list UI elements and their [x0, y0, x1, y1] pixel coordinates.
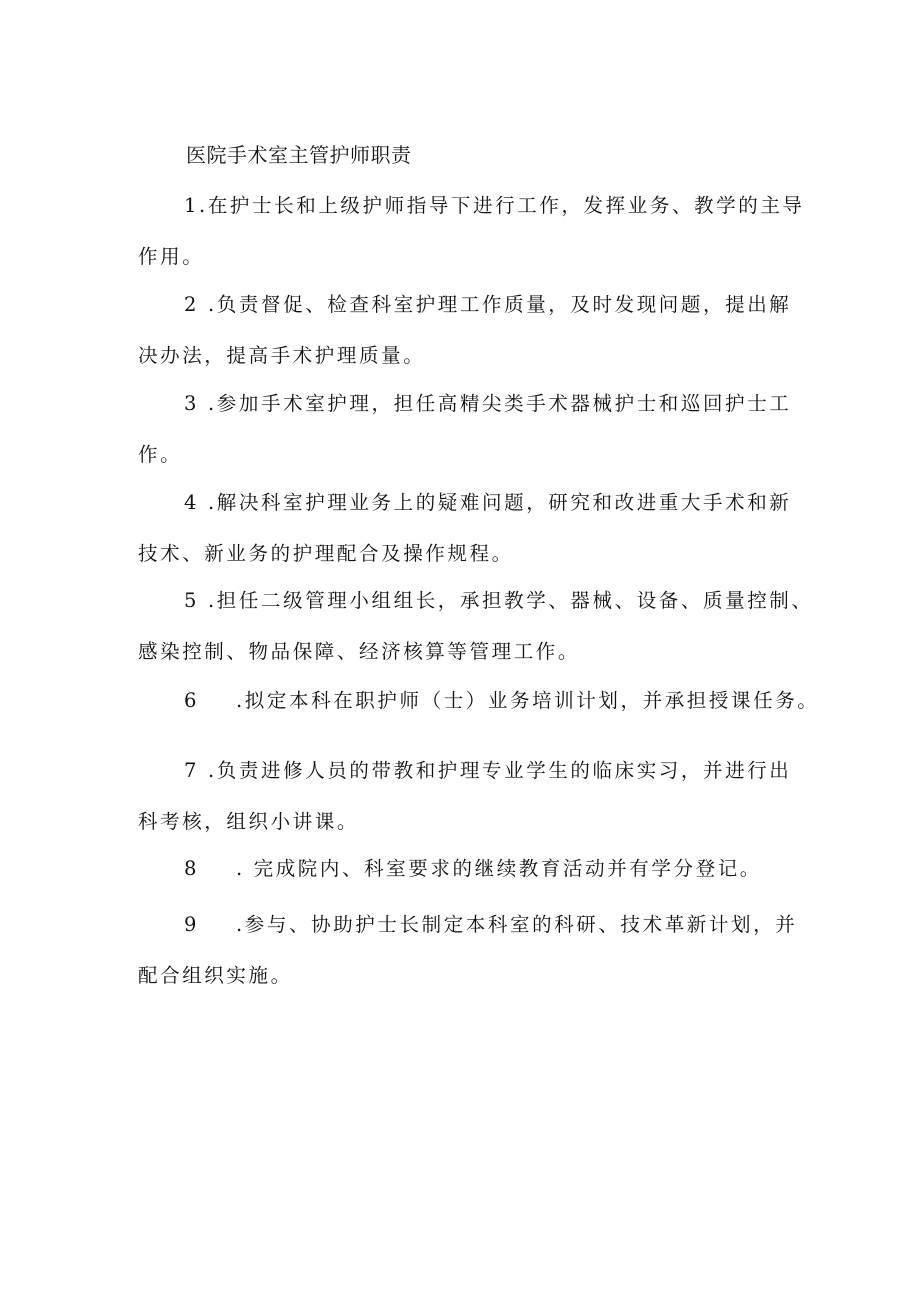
duty-item-first-line: [138, 675, 820, 726]
duty-item-7: [138, 745, 798, 847]
duty-item-first-line: [138, 477, 798, 528]
duty-item-3: [138, 378, 798, 480]
duty-item-first-line: [138, 279, 798, 330]
duty-item-4: [138, 477, 798, 579]
duty-item-2: [138, 279, 798, 381]
duty-item-continuation: 科考核，组织小讲课。: [138, 810, 360, 833]
duty-item-text: .解决科室护理业务上的疑难问题，研究和改进重大手术和新: [208, 491, 792, 514]
duty-item-number: 7: [184, 759, 200, 782]
duty-item-number: 6: [184, 689, 200, 712]
duty-item-first-line: [138, 745, 798, 796]
duty-item-continuation: 配合组织实施。: [138, 964, 293, 987]
duty-item-text: .担任二级管理小组组长，承担教学、器械、设备、质量控制、: [208, 589, 814, 612]
duty-item-continuation: 感染控制、物品保障、经济核算等管理工作。: [138, 640, 581, 663]
duty-item-text: .拟定本科在职护师（士）业务培训计划，并承担授课任务。: [236, 689, 820, 712]
duty-item-text: .参与、协助护士长制定本科室的科研、技术革新计划，并: [236, 913, 798, 936]
duty-item-continuation: 作用。: [138, 245, 205, 268]
duty-item-9: [138, 899, 798, 1001]
duty-item-number: 3: [184, 392, 200, 415]
duty-item-first-line: [138, 843, 798, 894]
duty-item-number: 1.: [184, 194, 208, 217]
duty-item-8: [138, 843, 798, 894]
duty-item-continuation: 决办法，提高手术护理质量。: [138, 344, 426, 367]
duty-item-text: .负责督促、检查科室护理工作质量，及时发现问题，提出解: [208, 293, 792, 316]
duty-item-text: .负责进修人员的带教和护理专业学生的临床实习，并进行出: [208, 759, 792, 782]
duty-item-number: 5: [184, 589, 200, 612]
duty-item-continuation: 作。: [138, 443, 183, 466]
duty-item-5: [138, 575, 814, 677]
document-title: 医院手术室主管护师职责: [186, 143, 412, 167]
duty-item-text: . 完成院内、科室要求的继续教育活动并有学分登记。: [236, 857, 762, 880]
duty-item-text: .参加手术室护理，担任高精尖类手术器械护士和巡回护士工: [208, 392, 792, 415]
duty-item-first-line: [138, 180, 805, 231]
duty-item-first-line: [138, 378, 798, 429]
duty-item-number: 8: [184, 857, 200, 880]
duty-item-first-line: [138, 575, 814, 626]
duty-item-number: 2: [184, 293, 200, 316]
duty-item-1: [138, 180, 805, 282]
duty-item-number: 4: [184, 491, 200, 514]
duty-item-6: [138, 675, 820, 726]
duty-item-continuation: 技术、新业务的护理配合及操作规程。: [138, 542, 514, 565]
duty-item-text: 在护士长和上级护师指导下进行工作，发挥业务、教学的主导: [207, 194, 805, 217]
duty-item-number: 9: [184, 913, 200, 936]
duty-item-first-line: [138, 899, 798, 950]
